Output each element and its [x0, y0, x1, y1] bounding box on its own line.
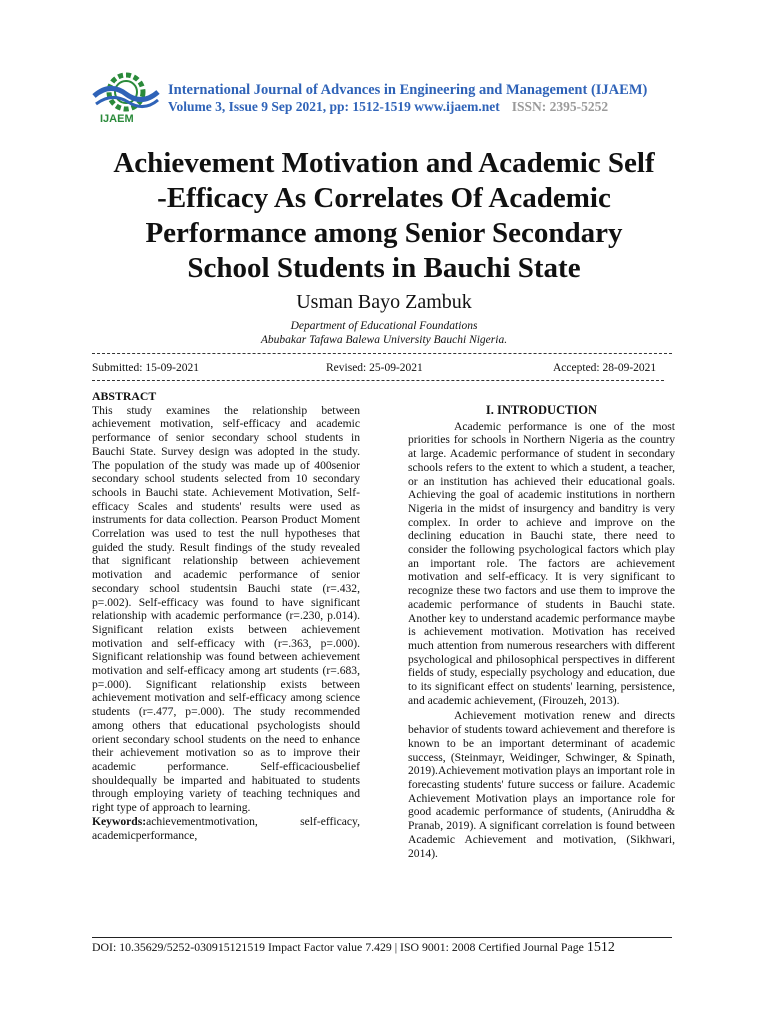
keywords-label: Keywords: — [92, 814, 147, 828]
abstract-section — [92, 390, 360, 842]
journal-name: International Journal of Advances in Engineering and Management (IJAEM) — [168, 82, 648, 98]
title-line-2: -Efficacy As Correlates Of Academic — [157, 182, 611, 214]
revised-date: Revised: 25-09-2021 — [326, 362, 423, 374]
abstract-heading: ABSTRACT — [92, 389, 157, 403]
introduction-paragraph-2: Achievement motivation renew and directs behavior of students toward achievement and therefore is known to be an important determinant of academic success, (Steinmayr, Weidinger, Schwinger, & Spinath, 2019).Achievement motivation plays an important role in forecasting students' future success or failure. Academic Achievement Motivation plays an importance role for good academic performance of students, (Aniruddha & Pranab, 2019). A significant correlation is found between Academic Achievement and motivation, (Sikhwari, 2014). — [408, 709, 675, 860]
submitted-date: Submitted: 15-09-2021 — [92, 362, 200, 374]
title-line-1: Achievement Motivation and Academic Self — [113, 147, 655, 179]
introduction-paragraph-1: Academic performance is one of the most priorities for schools in Northern Nigeria as the country at large. Academic performance of student in secondary schools refers to the extent to which a student, a teacher, or an institution has achieved their educational goals. Achieving the goal of academic institutions in northern Nigeria in the midst of insurgency and banditry is very complex. In order to achieve and improve on the declining education in Bauchi state, there need to consider the following psychological factors which play an important role. The factors are achievement motivation and self-efficacy. It is very significant to recognize these two factors and use them to improve the academic performance of students in Bauchi state. Another key to understand academic performance maybe is achievement motivation. Motivation has received much attention from numerous researchers with different psychological and philosophical perspectives in different fields of study, especially psychology and education, due to its significant effect on students' learning, persistence, and academic achievement, (Firouzeh, 2013). — [408, 419, 675, 707]
author-department: Department of Educational Foundations — [290, 320, 478, 332]
volume-text: Volume 3, Issue 9 Sep 2021, pp: 1512-1519 www.ijaem.net — [168, 99, 500, 114]
abstract-body: This study examines the relationship between achievement motivation, self-efficacy and academic performance of senior secondary school students in Bauchi State. Survey design was adopted in the study. The population of the study was made up of 400senior secondary school students selected from 10 secondary schools in Bauchi state. Achievement Motivation, Self-efficacy Scales and students' results were used as instruments for data collection. Pearson Product Moment Correlation was used to test the null hypotheses that guided the study. Result findings of the study revealed that significant relationship between achievement motivation and academic performance of senior secondary school studentsin Bauchi state (r=.432, p=.002). Self-efficacy was found to have significant relationship with academic performance (r=.230, p.014). Significant relation exists between achievement motivation and self-efficacy with (r=.363, p=.000). Significant relationship was found between achievement motivation and self-efficacy among art students (r=.683, p=.000). Significant relationship exists between achievement motivation and self-efficacy among science students (r=.477, p=.000). The study recommended among others that educational psychologists should orient secondary school students on the need to enhance their achievement motivation so as to improve their academic performance. Self-efficaciousbelief shouldequally be imparted and habituated to students through employing variety of teaching techniques and right type of approach to learning. — [92, 403, 360, 815]
journal-volume-info — [168, 99, 608, 115]
divider-bottom — [92, 380, 664, 381]
page-footer — [92, 940, 615, 956]
issn: ISSN: 2395-5252 — [511, 99, 609, 114]
divider-top — [92, 353, 672, 354]
footer-text: DOI: 10.35629/5252-030915121519 Impact Factor value 7.429 | ISO 9001: 2008 Certified Journal Page — [92, 940, 587, 954]
paper-title — [72, 146, 696, 286]
title-line-4: School Students in Bauchi State — [187, 252, 581, 284]
author-name: Usman Bayo Zambuk — [296, 291, 472, 313]
title-line-3: Performance among Senior Secondary — [145, 217, 623, 249]
accepted-date: Accepted: 28-09-2021 — [553, 362, 657, 374]
introduction-heading: I. INTRODUCTION — [485, 403, 598, 417]
keywords-text: achievementmotivation, self-efficacy, academicperformance, — [92, 814, 360, 842]
page-number: 1512 — [586, 940, 615, 955]
footer-rule — [92, 937, 672, 938]
introduction-section — [408, 404, 675, 860]
keywords — [92, 815, 360, 842]
author-university: Abubakar Tafawa Balewa University Bauchi Nigeria. — [260, 334, 508, 346]
logo-text: IJAEM — [100, 113, 134, 125]
